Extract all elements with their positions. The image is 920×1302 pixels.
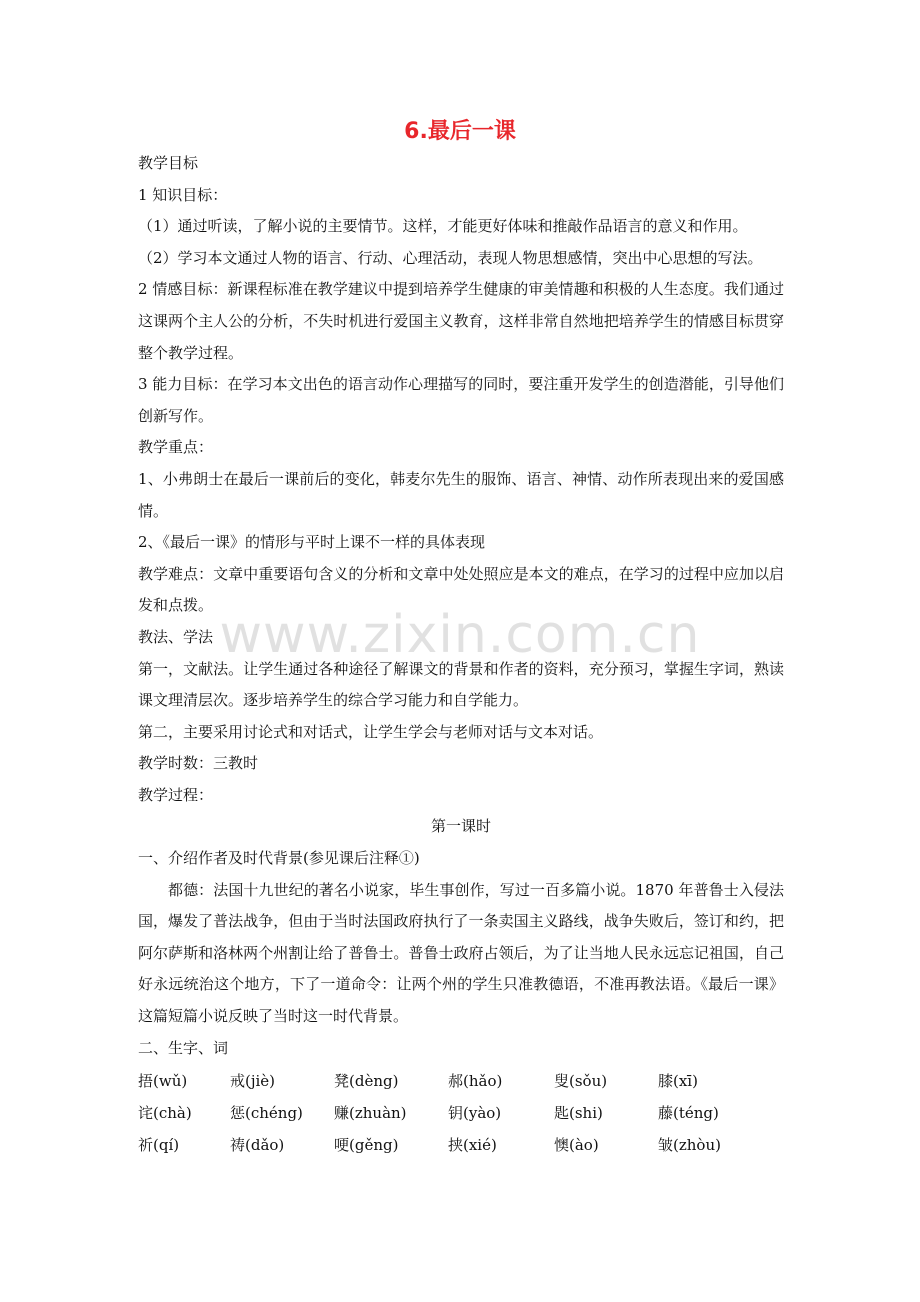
vocab-entry: 钥(yào) bbox=[448, 1104, 502, 1123]
paragraph: 第一课时 bbox=[430, 817, 491, 836]
vocab-entry: 惩(chéng) bbox=[230, 1104, 303, 1123]
vocab-entry: 祈(qí) bbox=[138, 1136, 180, 1155]
vocab-entry: 挟(xié) bbox=[448, 1136, 497, 1155]
paragraph: 2 情感目标：新课程标准在教学建议中提到培养学生健康的审美情趣和积极的人生态度。我们通过这课两个主人公的分析，不失时机进行爱国主义教育，这样非常自然地把培养学生的情感目标贯穿整个教学过程。 bbox=[138, 280, 784, 362]
vocab-entry: 赚(zhuàn) bbox=[334, 1104, 407, 1123]
paragraph: 1 知识目标： bbox=[138, 185, 228, 204]
paragraph: 第二，主要采用讨论式和对话式，让学生学会与老师对话与文本对话。 bbox=[138, 722, 604, 741]
vocab-entry: 懊(ào) bbox=[554, 1136, 599, 1155]
paragraph: 教学时数：三教时 bbox=[138, 754, 259, 773]
vocab-entry: 匙(shi) bbox=[554, 1104, 603, 1123]
paragraph: 一、介绍作者及时代背景(参见课后注释①) bbox=[138, 849, 420, 868]
paragraph: 教学目标 bbox=[138, 154, 199, 172]
paragraph: 二、生字、词 bbox=[138, 1038, 229, 1057]
document-title: 6.最后一课 bbox=[404, 119, 516, 144]
paragraph: 1、小弗朗士在最后一课前后的变化，韩麦尔先生的服饰、语言、神情、动作所表现出来的爱国感情。 bbox=[138, 469, 784, 520]
paragraph-list bbox=[138, 148, 784, 1064]
paragraph: 教学难点：文章中重要语句含义的分析和文章中处处照应是本文的难点，在学习的过程中应加以启发和点拨。 bbox=[138, 564, 784, 615]
vocab-row bbox=[138, 1066, 784, 1098]
paragraph: 教法、学法 bbox=[138, 627, 214, 646]
paragraph: （1）通过听读，了解小说的主要情节。这样，才能更好体味和推敲作品语言的意义和作用。 bbox=[138, 217, 748, 236]
vocab-entry: 戒(jiè) bbox=[230, 1072, 276, 1091]
vocab-entry: 祷(dǎo) bbox=[230, 1136, 285, 1155]
vocab-entry: 叟(sǒu) bbox=[554, 1072, 608, 1091]
vocab-table bbox=[138, 1066, 784, 1162]
paragraph: 都德：法国十九世纪的著名小说家，毕生事创作，写过一百多篇小说。1870 年普鲁士入侵法国，爆发了普法战争，但由于当时法国政府执行了一条卖国主义路线，战争失败后，签订和约，把阿尔萨斯和洛林两个州割让给了普鲁士。普鲁士政府占领后，为了让当地人民永远忘记祖国，自己好永远统治这个地方，下了一道命令：让两个州的学生只准教德语，不准再教法语。《最后一课》这篇短篇小说反映了当时这一时代背景。 bbox=[138, 880, 784, 1026]
vocab-row bbox=[138, 1098, 784, 1130]
paragraph: 教学过程： bbox=[138, 785, 214, 804]
vocab-entry: 皱(zhòu) bbox=[658, 1136, 721, 1155]
vocab-entry: 膝(xī) bbox=[658, 1072, 698, 1091]
vocab-entry: 哽(gěng) bbox=[334, 1136, 399, 1155]
vocab-entry: 藤(téng) bbox=[658, 1104, 719, 1123]
document-body bbox=[138, 148, 784, 1162]
vocab-row bbox=[138, 1130, 784, 1162]
paragraph: （2）学习本文通过人物的语言、行动、心理活动，表现人物思想感情，突出中心思想的写法。 bbox=[138, 248, 763, 267]
paragraph: 3 能力目标：在学习本文出色的语言动作心理描写的同时，要注重开发学生的创造潜能，引导他们创新写作。 bbox=[138, 375, 784, 425]
watermark: www.zixin.com.cn bbox=[219, 605, 701, 665]
paragraph: 教学重点： bbox=[138, 438, 214, 457]
vocab-entry: 捂(wǔ) bbox=[138, 1072, 188, 1091]
vocab-entry: 凳(dèng) bbox=[334, 1072, 399, 1091]
vocab-entry: 诧(chà) bbox=[138, 1104, 192, 1123]
paragraph: 第一，文献法。让学生通过各种途径了解课文的背景和作者的资料，充分预习，掌握生字词，熟读课文理清层次。逐步培养学生的综合学习能力和自学能力。 bbox=[138, 659, 784, 710]
vocab-entry: 郝(hǎo) bbox=[448, 1072, 503, 1091]
paragraph: 2、《最后一课》的情形与平时上课不一样的具体表现 bbox=[138, 533, 486, 552]
